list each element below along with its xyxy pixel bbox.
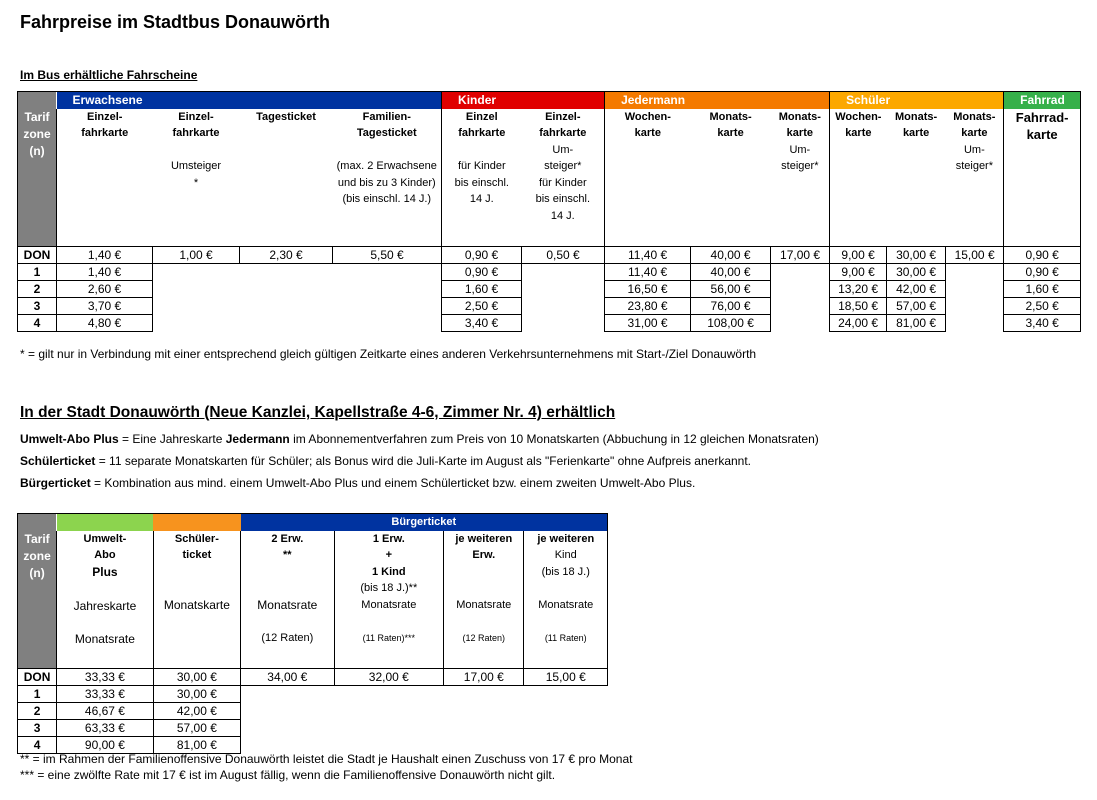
price-cell: 15,00 € bbox=[524, 669, 608, 686]
price-cell bbox=[153, 298, 240, 315]
hdr-tagesticket: Tagesticket bbox=[256, 110, 316, 123]
price-cell: 81,00 € bbox=[153, 737, 240, 754]
empty-cell bbox=[334, 720, 444, 737]
hdr-schueler-woche: Wochen- karte bbox=[830, 109, 887, 247]
price-cell: 3,70 € bbox=[57, 298, 153, 315]
price-cell bbox=[240, 264, 333, 281]
price-cell: 0,90 € bbox=[442, 247, 522, 264]
tarif-zone-header-2: Tarif zone (n) bbox=[18, 514, 57, 669]
price-cell: 2,60 € bbox=[57, 281, 153, 298]
hdr-kinder-umsteiger: Einzel- fahrkarte Um- steiger* für Kinder bis einschl. 14 J. bbox=[535, 110, 591, 222]
empty-cell bbox=[241, 703, 334, 720]
empty-cell bbox=[444, 703, 524, 720]
price-cell: 76,00 € bbox=[691, 298, 771, 315]
price-cell: 24,00 € bbox=[830, 315, 887, 332]
hdr-2-erw: 2 Erw. ** Monatsrate (12 Raten) bbox=[241, 531, 334, 669]
price-cell: 57,00 € bbox=[153, 720, 240, 737]
price-cell: 1,40 € bbox=[57, 247, 153, 264]
tarif-zone-header: Tarif zone (n) bbox=[18, 92, 57, 247]
price-cell: 63,33 € bbox=[57, 720, 153, 737]
zone-cell: 4 bbox=[18, 737, 57, 754]
footnote-double-star: ** = im Rahmen der Familienoffensive Donauwörth leistet die Stadt je Haushalt einen Zuschuss von 17 € pro Monat bbox=[20, 752, 633, 766]
price-cell: 34,00 € bbox=[241, 669, 334, 686]
price-cell bbox=[240, 315, 333, 332]
price-cell: 81,00 € bbox=[887, 315, 946, 332]
price-cell: 2,50 € bbox=[1004, 298, 1081, 315]
zone-cell: 3 bbox=[18, 298, 57, 315]
price-cell: 23,80 € bbox=[605, 298, 691, 315]
fare-table-bus bbox=[17, 91, 1081, 332]
empty-cell bbox=[241, 737, 334, 754]
zone-cell: DON bbox=[18, 247, 57, 264]
price-cell: 40,00 € bbox=[691, 247, 771, 264]
empty-cell bbox=[524, 686, 608, 703]
price-cell: 30,00 € bbox=[887, 264, 946, 281]
hdr-weiterer-erw: je weiteren Erw. Monatsrate (12 Raten) bbox=[444, 531, 524, 669]
price-cell bbox=[153, 281, 240, 298]
price-cell: 33,33 € bbox=[57, 669, 153, 686]
hdr-1-erw-1-kind: 1 Erw. + 1 Kind (bis 18 J.)** Monatsrate (11 Raten)*** bbox=[334, 531, 444, 669]
page-title: Fahrpreise im Stadtbus Donauwörth bbox=[20, 12, 331, 32]
hdr-schuelerticket: Schüler- ticket Monatskarte bbox=[153, 531, 240, 669]
group-fahrrad: Fahrrad bbox=[1004, 92, 1081, 109]
price-cell bbox=[522, 264, 605, 281]
group-jedermann: Jedermann bbox=[605, 92, 830, 109]
price-cell: 17,00 € bbox=[771, 247, 830, 264]
price-cell: 57,00 € bbox=[887, 298, 946, 315]
price-cell: 33,33 € bbox=[57, 686, 153, 703]
zone-cell: 3 bbox=[18, 720, 57, 737]
price-cell: 1,40 € bbox=[57, 264, 153, 281]
price-cell bbox=[522, 281, 605, 298]
price-cell: 1,60 € bbox=[1004, 281, 1081, 298]
price-cell: 90,00 € bbox=[57, 737, 153, 754]
price-cell: 108,00 € bbox=[691, 315, 771, 332]
price-cell bbox=[153, 264, 240, 281]
price-cell bbox=[240, 298, 333, 315]
section-heading-stadt: In der Stadt Donauwörth (Neue Kanzlei, Kapellstraße 4-6, Zimmer Nr. 4) erhältlich bbox=[20, 404, 616, 421]
zone-cell: 1 bbox=[18, 686, 57, 703]
group-buergerticket: Bürgerticket bbox=[241, 514, 608, 531]
empty-cell bbox=[444, 737, 524, 754]
price-cell: 4,80 € bbox=[57, 315, 153, 332]
hdr-jedermann-woche: Wochen- karte bbox=[605, 109, 691, 247]
empty-cell bbox=[524, 737, 608, 754]
price-cell: 17,00 € bbox=[444, 669, 524, 686]
price-cell bbox=[333, 315, 442, 332]
price-cell bbox=[771, 281, 830, 298]
price-cell: 0,90 € bbox=[442, 264, 522, 281]
price-cell: 30,00 € bbox=[153, 686, 240, 703]
section-heading-bus: Im Bus erhältliche Fahrscheine bbox=[20, 68, 198, 82]
price-cell: 30,00 € bbox=[153, 669, 240, 686]
price-cell bbox=[333, 264, 442, 281]
hdr-einzelfahrkarte: Einzel- fahrkarte bbox=[57, 109, 153, 247]
fare-table-stadt bbox=[17, 513, 608, 754]
price-cell: 42,00 € bbox=[153, 703, 240, 720]
price-cell: 56,00 € bbox=[691, 281, 771, 298]
price-cell bbox=[333, 281, 442, 298]
definition-buergerticket: Bürgerticket = Kombination aus mind. einem Umwelt-Abo Plus und einem Schülerticket bzw. einem zweiten Umwelt-Abo Plus. bbox=[20, 476, 696, 490]
empty-cell bbox=[241, 720, 334, 737]
empty-cell bbox=[334, 737, 444, 754]
zone-cell: 4 bbox=[18, 315, 57, 332]
price-cell bbox=[240, 281, 333, 298]
price-cell bbox=[771, 315, 830, 332]
empty-cell bbox=[334, 703, 444, 720]
hdr-weiteres-kind: je weiteren Kind (bis 18 J.) Monatsrate (11 Raten) bbox=[524, 531, 608, 669]
empty-cell bbox=[444, 720, 524, 737]
price-cell: 16,50 € bbox=[605, 281, 691, 298]
price-cell: 46,67 € bbox=[57, 703, 153, 720]
group-erwachsene: Erwachsene bbox=[57, 92, 442, 109]
price-cell: 13,20 € bbox=[830, 281, 887, 298]
price-cell: 30,00 € bbox=[887, 247, 946, 264]
group-kinder: Kinder bbox=[442, 92, 605, 109]
group-schueler: Schüler bbox=[830, 92, 1004, 109]
zone-cell: 2 bbox=[18, 281, 57, 298]
price-cell bbox=[522, 298, 605, 315]
hdr-fahrradkarte: Fahrrad- karte bbox=[1004, 109, 1081, 247]
price-cell: 11,40 € bbox=[605, 264, 691, 281]
empty-cell bbox=[524, 720, 608, 737]
price-cell bbox=[946, 298, 1004, 315]
empty-cell bbox=[444, 686, 524, 703]
price-cell: 2,50 € bbox=[442, 298, 522, 315]
price-cell: 0,50 € bbox=[522, 247, 605, 264]
price-cell bbox=[771, 264, 830, 281]
price-cell: 18,50 € bbox=[830, 298, 887, 315]
group-schueler-color bbox=[153, 514, 240, 531]
price-cell: 0,90 € bbox=[1004, 264, 1081, 281]
definition-schuelerticket: Schülerticket = 11 separate Monatskarten für Schüler; als Bonus wird die Juli-Karte im August als "Ferienkarte" ohne Aufpreis anerkannt. bbox=[20, 454, 752, 468]
price-cell: 3,40 € bbox=[1004, 315, 1081, 332]
price-cell: 9,00 € bbox=[830, 247, 887, 264]
price-cell bbox=[946, 281, 1004, 298]
zone-cell: 1 bbox=[18, 264, 57, 281]
empty-cell bbox=[241, 686, 334, 703]
hdr-familien-tagesticket: Familien- Tagesticket (max. 2 Erwachsene und bis zu 3 Kinder) (bis einschl. 14 J.) bbox=[336, 110, 437, 206]
price-cell: 32,00 € bbox=[334, 669, 444, 686]
footnote-umsteiger: * = gilt nur in Verbindung mit einer entsprechend gleich gültigen Zeitkarte eines anderen Verkehrsunternehmens mit Start-/Ziel Donauwörth bbox=[20, 347, 757, 361]
price-cell: 15,00 € bbox=[946, 247, 1004, 264]
price-cell bbox=[771, 298, 830, 315]
hdr-umwelt-abo: Umwelt- Abo Plus Jahreskarte Monatsrate bbox=[57, 531, 153, 669]
empty-cell bbox=[524, 703, 608, 720]
price-cell bbox=[333, 298, 442, 315]
hdr-jedermann-monat: Monats- karte bbox=[709, 110, 752, 140]
price-cell bbox=[522, 315, 605, 332]
hdr-schueler-monat: Monats- karte bbox=[895, 110, 938, 140]
price-cell bbox=[946, 264, 1004, 281]
price-cell: 42,00 € bbox=[887, 281, 946, 298]
group-umwelt-color bbox=[57, 514, 153, 531]
price-cell: 1,60 € bbox=[442, 281, 522, 298]
price-cell: 0,90 € bbox=[1004, 247, 1081, 264]
price-cell: 1,00 € bbox=[153, 247, 240, 264]
zone-cell: DON bbox=[18, 669, 57, 686]
price-cell: 31,00 € bbox=[605, 315, 691, 332]
price-cell bbox=[153, 315, 240, 332]
hdr-kinder-einzel: Einzel fahrkarte für Kinder bis einschl. 14 J. bbox=[442, 109, 522, 247]
price-cell: 3,40 € bbox=[442, 315, 522, 332]
price-cell: 2,30 € bbox=[240, 247, 333, 264]
zone-cell: 2 bbox=[18, 703, 57, 720]
definition-umwelt-abo: Umwelt-Abo Plus = Eine Jahreskarte Jedermann im Abonnementverfahren zum Preis von 10 Monatskarten (Abbuchung in 12 gleichen Monatsraten) bbox=[20, 432, 819, 446]
hdr-jedermann-monat-umsteiger: Monats- karte Um- steiger* bbox=[778, 110, 821, 173]
price-cell bbox=[946, 315, 1004, 332]
hdr-schueler-monat-umsteiger: Monats- karte Um- steiger* bbox=[953, 110, 996, 173]
footnote-triple-star: *** = eine zwölfte Rate mit 17 € ist im August fällig, wenn die Familienoffensive Donauwörth nicht gilt. bbox=[20, 768, 556, 782]
hdr-einzel-umsteiger: Einzel- fahrkarte Umsteiger * bbox=[170, 110, 222, 189]
price-cell: 9,00 € bbox=[830, 264, 887, 281]
price-cell: 11,40 € bbox=[605, 247, 691, 264]
price-cell: 40,00 € bbox=[691, 264, 771, 281]
empty-cell bbox=[334, 686, 444, 703]
price-cell: 5,50 € bbox=[333, 247, 442, 264]
